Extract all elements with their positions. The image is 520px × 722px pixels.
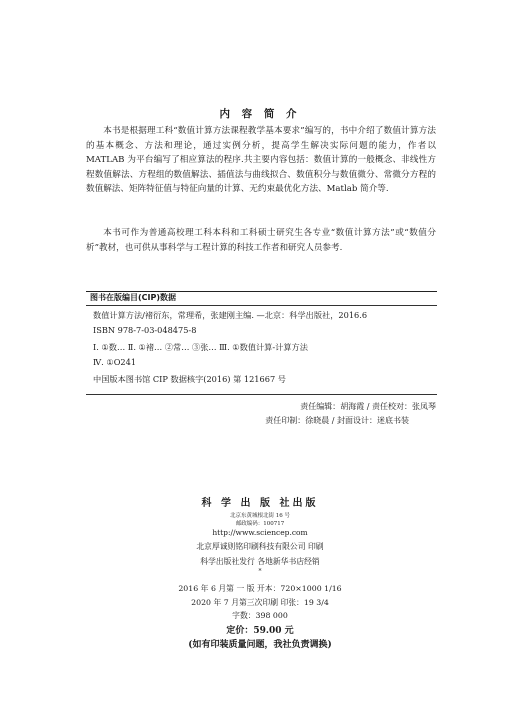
cip-header: 图书在版编目(CIP)数据	[90, 293, 177, 302]
cip-header-rule	[86, 305, 437, 306]
publisher-address: 北京东黄城根北街 16 号	[230, 513, 290, 519]
distribution-line: 科学出版社发行 各地新华书店经销	[200, 557, 320, 566]
cip-line-classification: Ⅳ. ①O241	[93, 357, 137, 367]
quality-note: (如有印装质量问题，我社负责调换)	[188, 640, 332, 650]
editor-credits-1: 责任编辑：胡海霞 / 责任校对：张凤琴	[300, 402, 436, 411]
summary-paragraph-2: 本书可作为普通高校理工科本科和工科硕士研究生各专业“数值计算方法”或“数值分析”教材，也可供从事科学与工程计算的科技工作者和研究人员参考.	[86, 228, 436, 253]
cip-line-subjects: Ⅰ. ①数… Ⅱ. ①褚… ②常… ③张… Ⅲ. ①数值计算-计算方法	[93, 342, 308, 352]
publisher-name: 科 学 出 版 社出版	[201, 498, 319, 509]
cip-bottom-rule	[86, 394, 437, 395]
word-count: 字数：398 000	[232, 611, 288, 620]
cip-line-record-number: 中国版本图书馆 CIP 数据核字(2016) 第 121667 号	[93, 374, 286, 384]
publisher-zip: 邮政编码：100717	[235, 521, 285, 527]
publisher-url: http://www.sciencep.com	[212, 528, 308, 537]
edition-line-2: 2020 年 7 月第三次印刷 印张：19 3/4	[191, 598, 329, 607]
cip-line-isbn: ISBN 978-7-03-048475-8	[93, 325, 197, 335]
printer-line: 北京厚诚则铭印刷科技有限公司 印刷	[196, 542, 324, 551]
edition-line-1: 2016 年 6 月第 一 版 开本：720×1000 1/16	[178, 584, 342, 593]
cip-line-title: 数值计算方法/褚衍东，常理希，张建刚主编. —北京：科学出版社，2016.6	[93, 310, 368, 320]
summary-paragraph-1: 本书是根据理工科“数值计算方法课程教学基本要求”编写的，书中介绍了数值计算方法的基本概念、方法和理论，通过实例分析，提高学生解决实际问题的能力，作者以 MATLAB 为平台编写了相应算法的程序.共主要内容包括：数值计算的一般概念、非线性方程数值解法、方程组的数值解法、插值法与曲线拟合、数值积分与数值微分、常微分方程的数值解法、矩阵特征值与特征向量的计算、无约束最优化方法、Matlab 简介等.	[86, 126, 436, 194]
editor-credits-2: 责任印制：徐晓晨 / 封面设计：迷底书装	[265, 416, 409, 425]
separator-star: *	[258, 568, 262, 575]
page-title: 内 容 简 介	[219, 108, 301, 120]
price: 定价：59.00 元	[226, 626, 294, 636]
